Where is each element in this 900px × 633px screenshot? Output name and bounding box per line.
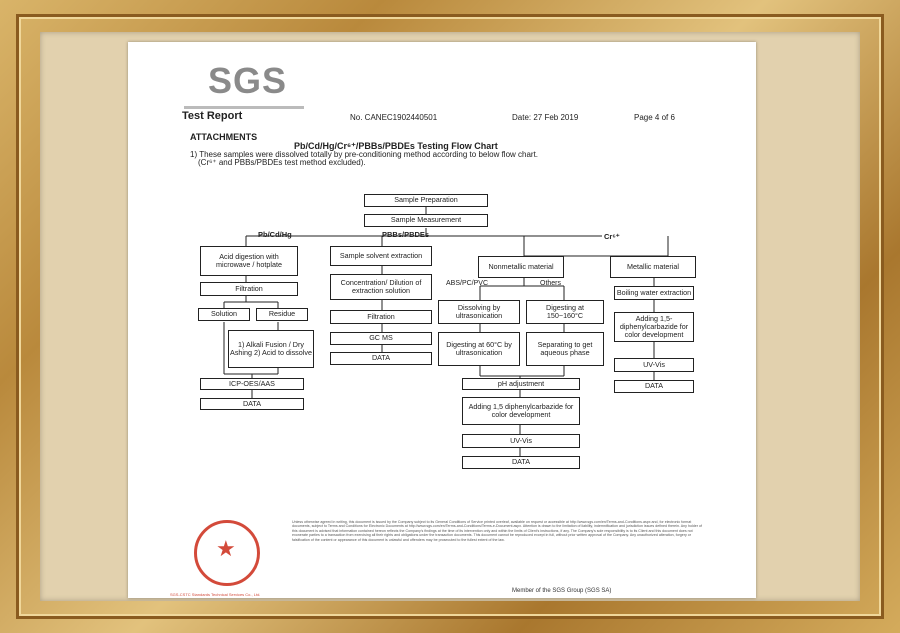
box-data-3: DATA [462, 456, 580, 469]
box-boiling-water-extraction: Boiling water extraction [614, 286, 694, 300]
report-page: Page 4 of 6 [634, 113, 675, 122]
box-uv-vis-1: UV-Vis [462, 434, 580, 448]
box-solvent-extraction: Sample solvent extraction [330, 246, 432, 266]
branch-label-pb-cd-hg: Pb/Cd/Hg [258, 230, 292, 239]
box-data-2: DATA [330, 352, 432, 365]
box-adding-diphenylcarbazide-2: Adding 1,5-diphenylcarbazide for color development [614, 312, 694, 342]
attachments-heading: ATTACHMENTS [190, 132, 258, 142]
box-residue: Residue [256, 308, 308, 321]
footer-terms-text: Unless otherwise agreed in writing, this document is issued by the Company subject to its General Conditions of Service printed overleaf, available on request or accessible at http://www.sgs.com/en/Terms-and-Conditions.aspx and, for electronic format documents, subject to Terms and Conditions for Electronic Documents at http://www.sgs.com/en/Terms-and-Conditions/Terms-e-Document.aspx. Attention is drawn to the limitation of liability, indemnification and jurisdiction issues defined therein. Any holder of this document is advised that information contained hereon reflects the Company's findings at the time of its intervention only and within the limits of Client's instructions, if any. The Company's sole responsibility is to its Client and this document does not exonerate parties to a transaction from exercising all their rights and obligations under the transaction documents. This document cannot be reproduced except in full, without prior written approval of the Company. Any unauthorized alteration, forgery or falsification of the content or appearance of this document is unlawful and offenders may be prosecuted to the fullest extent of the law. [292, 520, 702, 542]
sgs-logo: SGS [208, 60, 288, 101]
box-nonmetallic-material: Nonmetallic material [478, 256, 564, 278]
seal-caption: SGS-CSTC Standards Technical Services Co., Ltd. [170, 592, 261, 597]
report-date: Date: 27 Feb 2019 [512, 113, 579, 122]
note-line-1: 1) These samples were dissolved totally by pre-conditioning method according to below flow chart. [190, 150, 539, 159]
report-title: Test Report [182, 110, 243, 122]
box-digesting-150: Digesting at 150~160°C [526, 300, 604, 324]
test-report-document [128, 42, 756, 598]
branch-label-cr6: Cr⁶⁺ [604, 232, 620, 241]
box-concentration-dilution: Concentration/ Dilution of extraction solution [330, 274, 432, 300]
box-uv-vis-2: UV-Vis [614, 358, 694, 372]
sgs-member-line: Member of the SGS Group (SGS SA) [512, 588, 612, 594]
note-line-2: (Cr⁶⁺ and PBBs/PBDEs test method excluded). [198, 158, 366, 167]
label-abs-pc-pvc: ABS/PC/PVC [446, 280, 489, 287]
box-digesting-60: Digesting at 60°C by ultrasonication [438, 332, 520, 366]
box-ph-adjustment: pH adjustment [462, 378, 580, 390]
box-icp-oes-aas: ICP-OES/AAS [200, 378, 304, 390]
box-solution: Solution [198, 308, 250, 321]
box-metallic-material: Metallic material [610, 256, 696, 278]
box-sample-preparation: Sample Preparation [364, 194, 488, 207]
box-adding-diphenylcarbazide-1: Adding 1,5 diphenylcarbazide for color development [462, 397, 580, 425]
box-acid-digestion: Acid digestion with microwave / hotplate [200, 246, 298, 276]
box-data-1: DATA [200, 398, 304, 410]
seal-star-icon: ★ [216, 536, 236, 561]
box-data-4: DATA [614, 380, 694, 393]
box-separating-aqueous: Separating to get aqueous phase [526, 332, 604, 366]
box-gc-ms: GC MS [330, 332, 432, 345]
box-dissolving-ultrasonication: Dissolving by ultrasonication [438, 300, 520, 324]
flow-chart-title: Pb/Cd/Hg/Cr⁶⁺/PBBs/PBDEs Testing Flow Chart [294, 141, 498, 151]
box-alkali-fusion: 1) Alkali Fusion / Dry Ashing 2) Acid to dissolve [228, 330, 314, 368]
label-others: Others [540, 280, 562, 287]
box-filtration-1: Filtration [200, 282, 298, 296]
branch-label-pbbs-pbdes: PBBs/PBDEs [382, 230, 430, 239]
box-filtration-2: Filtration [330, 310, 432, 324]
report-number: No. CANEC1902440501 [350, 113, 438, 122]
box-sample-measurement: Sample Measurement [364, 214, 488, 227]
